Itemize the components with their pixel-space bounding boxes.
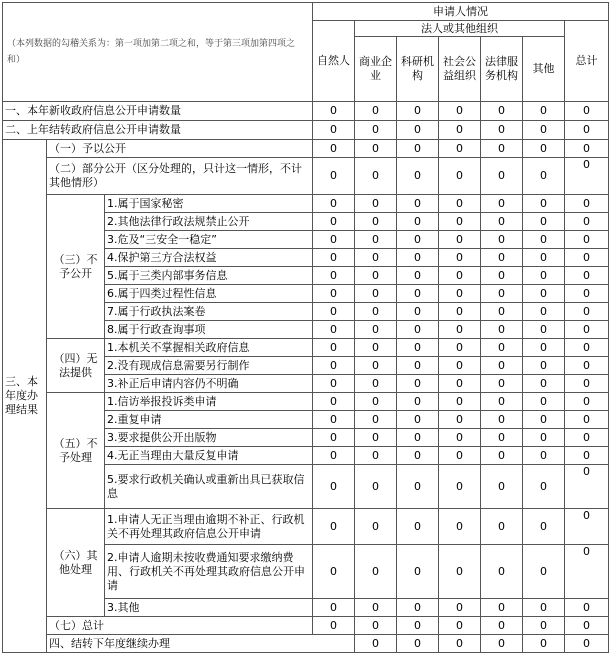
group-3d-label: （四）无法提供: [47, 339, 105, 393]
cell-commercial: 0: [355, 393, 397, 411]
cell-law: 0: [481, 121, 523, 140]
cell-social: 0: [439, 303, 481, 321]
cell-commercial: 0: [355, 447, 397, 465]
cell-natural: 0: [313, 213, 355, 231]
cell-natural: 0: [313, 599, 355, 617]
cell-social: 0: [439, 121, 481, 140]
cell-commercial: 0: [397, 635, 439, 653]
cell-law: 0: [481, 195, 523, 213]
cell-total: 0: [565, 303, 609, 321]
cell-research: 0: [397, 429, 439, 447]
row-label: （七）总计: [47, 617, 313, 635]
cell-total: 0: [565, 267, 609, 285]
cell-research: 0: [397, 375, 439, 393]
cell-total: 0: [565, 447, 609, 465]
cell-research: 0: [397, 465, 439, 509]
cell-total: 0: [565, 617, 609, 635]
row-label: 4.保护第三方合法权益: [105, 249, 313, 267]
cell-commercial: 0: [355, 303, 397, 321]
table-row: [3, 195, 609, 213]
cell-law: 0: [481, 393, 523, 411]
cell-natural: 0: [313, 249, 355, 267]
header-total: 总计: [565, 21, 609, 102]
cell-research: 0: [397, 102, 439, 121]
cell-natural: 0: [313, 102, 355, 121]
cell-other: 0: [523, 545, 565, 599]
cell-natural: 0: [313, 231, 355, 249]
cell-natural: 0: [313, 393, 355, 411]
cell-natural: 0: [313, 140, 355, 158]
table-row: [3, 509, 609, 545]
cell-commercial: 0: [355, 357, 397, 375]
cell-other: 0: [523, 509, 565, 545]
cell-law: 0: [481, 375, 523, 393]
cell-law: 0: [481, 285, 523, 303]
row-label: 4.无正当理由大量反复申请: [105, 447, 313, 465]
cell-social: 0: [439, 411, 481, 429]
cell-research: 0: [397, 267, 439, 285]
cell-other: 0: [523, 411, 565, 429]
cell-total: 0: [565, 121, 609, 140]
cell-natural: 0: [313, 545, 355, 599]
cell-other: 0: [523, 617, 565, 635]
cell-law: 0: [481, 617, 523, 635]
cell-total: 0: [565, 158, 609, 195]
cell-total: 0: [565, 339, 609, 357]
row-label: 四、结转下年度继续办理: [47, 635, 355, 653]
cell-research: 0: [439, 635, 481, 653]
cell-research: 0: [397, 447, 439, 465]
cell-law: 0: [481, 545, 523, 599]
cell-other: 0: [523, 249, 565, 267]
cell-other: 0: [523, 339, 565, 357]
table-row: [3, 339, 609, 357]
cell-commercial: 0: [355, 465, 397, 509]
cell-other: 0: [523, 357, 565, 375]
cell-law: 0: [481, 321, 523, 339]
group-3e-label: （五）不予处理: [47, 393, 105, 509]
cell-commercial: 0: [355, 321, 397, 339]
cell-natural: 0: [313, 617, 355, 635]
header-social: 社会公益组织: [439, 37, 481, 102]
cell-natural: 0: [313, 375, 355, 393]
cell-total: 0: [565, 195, 609, 213]
cell-research: 0: [397, 393, 439, 411]
table-row: [3, 102, 609, 121]
row-label: 8.属于行政查询事项: [105, 321, 313, 339]
header-commercial: 商业企业: [355, 37, 397, 102]
header-natural: 自然人: [313, 21, 355, 102]
cell-other: 0: [523, 158, 565, 195]
cell-law: 0: [481, 158, 523, 195]
cell-social: 0: [439, 617, 481, 635]
cell-research: 0: [397, 321, 439, 339]
cell-other: 0: [523, 231, 565, 249]
header-applicant: 申请人情况: [313, 3, 609, 21]
cell-research: 0: [397, 121, 439, 140]
cell-other: 0: [523, 321, 565, 339]
table-row: [3, 158, 609, 195]
cell-other: 0: [523, 213, 565, 231]
cell-research: 0: [397, 213, 439, 231]
cell-law: 0: [523, 635, 565, 653]
row-label: 一、本年新收政府信息公开申请数量: [3, 102, 313, 121]
cell-natural: 0: [313, 339, 355, 357]
cell-research: 0: [397, 339, 439, 357]
cell-commercial: 0: [355, 599, 397, 617]
cell-social: 0: [439, 545, 481, 599]
cell-natural: 0: [313, 195, 355, 213]
cell-total: 0: [565, 429, 609, 447]
row-label: 1.属于国家秘密: [105, 195, 313, 213]
cell-law: 0: [481, 509, 523, 545]
row-label: 3.补正后申请内容仍不明确: [105, 375, 313, 393]
cell-law: 0: [481, 339, 523, 357]
cell-law: 0: [481, 102, 523, 121]
cell-commercial: 0: [355, 102, 397, 121]
cell-social: 0: [439, 140, 481, 158]
cell-commercial: 0: [355, 121, 397, 140]
cell-research: 0: [397, 545, 439, 599]
cell-commercial: 0: [355, 231, 397, 249]
table-row: [3, 121, 609, 140]
cell-total: 0: [565, 213, 609, 231]
cell-research: 0: [397, 599, 439, 617]
cell-natural: 0: [313, 321, 355, 339]
stats-table: [2, 2, 609, 653]
cell-other: 0: [523, 267, 565, 285]
row-label: 1.申请人无正当理由逾期不补正、行政机关不再处理其政府信息公开申请: [105, 509, 313, 545]
cell-commercial: 0: [355, 158, 397, 195]
cell-commercial: 0: [355, 249, 397, 267]
row-label: 5.要求行政机关确认或重新出具已获取信息: [105, 465, 313, 509]
cell-social: 0: [439, 213, 481, 231]
table-row: [3, 140, 609, 158]
cell-social: 0: [439, 195, 481, 213]
cell-total: 0: [565, 375, 609, 393]
cell-commercial: 0: [355, 411, 397, 429]
cell-law: 0: [481, 447, 523, 465]
header-note: （本列数据的勾稽关系为：第一项加第二项之和，等于第三项加第四项之和）: [3, 3, 313, 102]
cell-research: 0: [397, 158, 439, 195]
header-other: 其他: [523, 37, 565, 102]
group-3c-label: （三）不予公开: [47, 195, 105, 339]
cell-social: 0: [439, 339, 481, 357]
cell-research: 0: [397, 140, 439, 158]
cell-law: 0: [481, 213, 523, 231]
cell-commercial: 0: [355, 617, 397, 635]
cell-commercial: 0: [355, 140, 397, 158]
cell-total: 0: [565, 140, 609, 158]
cell-natural: 0: [313, 357, 355, 375]
cell-commercial: 0: [355, 375, 397, 393]
cell-other: 0: [523, 195, 565, 213]
cell-law: 0: [481, 357, 523, 375]
row-label: （二）部分公开（区分处理的，只计这一情形，不计其他情形）: [47, 158, 313, 195]
cell-social: 0: [439, 375, 481, 393]
cell-research: 0: [397, 249, 439, 267]
cell-natural: 0: [313, 411, 355, 429]
cell-total: 0: [565, 465, 609, 509]
cell-research: 0: [397, 231, 439, 249]
cell-natural: 0: [313, 303, 355, 321]
row-label: 2.申请人逾期未按收费通知要求缴纳费用、行政机关不再处理其政府信息公开申请: [105, 545, 313, 599]
cell-research: 0: [397, 285, 439, 303]
table-row: [3, 393, 609, 411]
row-label: 3.要求提供公开出版物: [105, 429, 313, 447]
cell-social: 0: [439, 102, 481, 121]
row-label: 3.其他: [105, 599, 313, 617]
cell-other: 0: [523, 102, 565, 121]
cell-other: 0: [523, 393, 565, 411]
cell-total: 0: [565, 509, 609, 545]
cell-other: 0: [523, 429, 565, 447]
cell-law: 0: [481, 411, 523, 429]
cell-research: 0: [397, 617, 439, 635]
cell-other: 0: [523, 140, 565, 158]
cell-total: 0: [565, 545, 609, 599]
cell-other: 0: [523, 375, 565, 393]
cell-other: 0: [565, 635, 609, 653]
row-label: （一）予以公开: [47, 140, 313, 158]
cell-law: 0: [481, 465, 523, 509]
group-3f-label: （六）其他处理: [47, 509, 105, 617]
cell-research: 0: [397, 303, 439, 321]
cell-law: 0: [481, 140, 523, 158]
cell-natural: 0: [313, 158, 355, 195]
header-research: 科研机构: [397, 37, 439, 102]
cell-research: 0: [397, 411, 439, 429]
section-3-label: 三、本年度办理结果: [3, 140, 47, 653]
cell-other: 0: [523, 465, 565, 509]
cell-total: 0: [565, 411, 609, 429]
cell-social: 0: [439, 231, 481, 249]
row-label: 2.其他法律行政法规禁止公开: [105, 213, 313, 231]
cell-social: 0: [439, 267, 481, 285]
cell-natural: 0: [313, 267, 355, 285]
cell-natural: 0: [355, 635, 397, 653]
cell-social: 0: [439, 285, 481, 303]
cell-law: 0: [481, 249, 523, 267]
cell-other: 0: [523, 285, 565, 303]
cell-social: 0: [439, 249, 481, 267]
cell-law: 0: [481, 231, 523, 249]
row-label: 3.危及“三安全一稳定”: [105, 231, 313, 249]
cell-natural: 0: [313, 285, 355, 303]
cell-social: 0: [439, 158, 481, 195]
cell-other: 0: [523, 599, 565, 617]
row-label: 6.属于四类过程性信息: [105, 285, 313, 303]
cell-law: 0: [481, 429, 523, 447]
cell-social: 0: [439, 447, 481, 465]
cell-commercial: 0: [355, 285, 397, 303]
cell-law: 0: [481, 303, 523, 321]
cell-commercial: 0: [355, 195, 397, 213]
cell-commercial: 0: [355, 509, 397, 545]
cell-law: 0: [481, 599, 523, 617]
cell-social: 0: [439, 321, 481, 339]
cell-social: 0: [439, 465, 481, 509]
row-label: 2.没有现成信息需要另行制作: [105, 357, 313, 375]
cell-commercial: 0: [355, 267, 397, 285]
cell-total: 0: [565, 102, 609, 121]
cell-commercial: 0: [355, 545, 397, 599]
cell-social: 0: [439, 357, 481, 375]
row-label: 2.重复申请: [105, 411, 313, 429]
cell-total: 0: [565, 285, 609, 303]
cell-commercial: 0: [355, 213, 397, 231]
cell-natural: 0: [313, 509, 355, 545]
cell-total: 0: [565, 321, 609, 339]
cell-total: 0: [565, 393, 609, 411]
table-row: [3, 635, 609, 653]
cell-total: 0: [565, 357, 609, 375]
cell-law: 0: [481, 267, 523, 285]
row-label: 1.信访举报投诉类申请: [105, 393, 313, 411]
cell-other: 0: [523, 303, 565, 321]
cell-natural: 0: [313, 447, 355, 465]
cell-research: 0: [397, 509, 439, 545]
cell-social: 0: [439, 429, 481, 447]
cell-natural: 0: [313, 121, 355, 140]
row-label: 7.属于行政执法案卷: [105, 303, 313, 321]
table-row: [3, 617, 609, 635]
cell-commercial: 0: [355, 339, 397, 357]
header-law: 法律服务机构: [481, 37, 523, 102]
cell-research: 0: [397, 357, 439, 375]
cell-social: 0: [481, 635, 523, 653]
row-label: 二、上年结转政府信息公开申请数量: [3, 121, 313, 140]
cell-research: 0: [397, 195, 439, 213]
cell-social: 0: [439, 509, 481, 545]
cell-natural: 0: [313, 429, 355, 447]
cell-other: 0: [523, 121, 565, 140]
cell-commercial: 0: [355, 429, 397, 447]
cell-social: 0: [439, 393, 481, 411]
header-legal-group: 法人或其他组织: [355, 21, 565, 37]
cell-natural: 0: [313, 465, 355, 509]
row-label: 1.本机关不掌握相关政府信息: [105, 339, 313, 357]
cell-total: 0: [565, 249, 609, 267]
cell-social: 0: [439, 599, 481, 617]
row-label: 5.属于三类内部事务信息: [105, 267, 313, 285]
cell-other: 0: [523, 447, 565, 465]
cell-total: 0: [565, 231, 609, 249]
cell-total: 0: [565, 599, 609, 617]
